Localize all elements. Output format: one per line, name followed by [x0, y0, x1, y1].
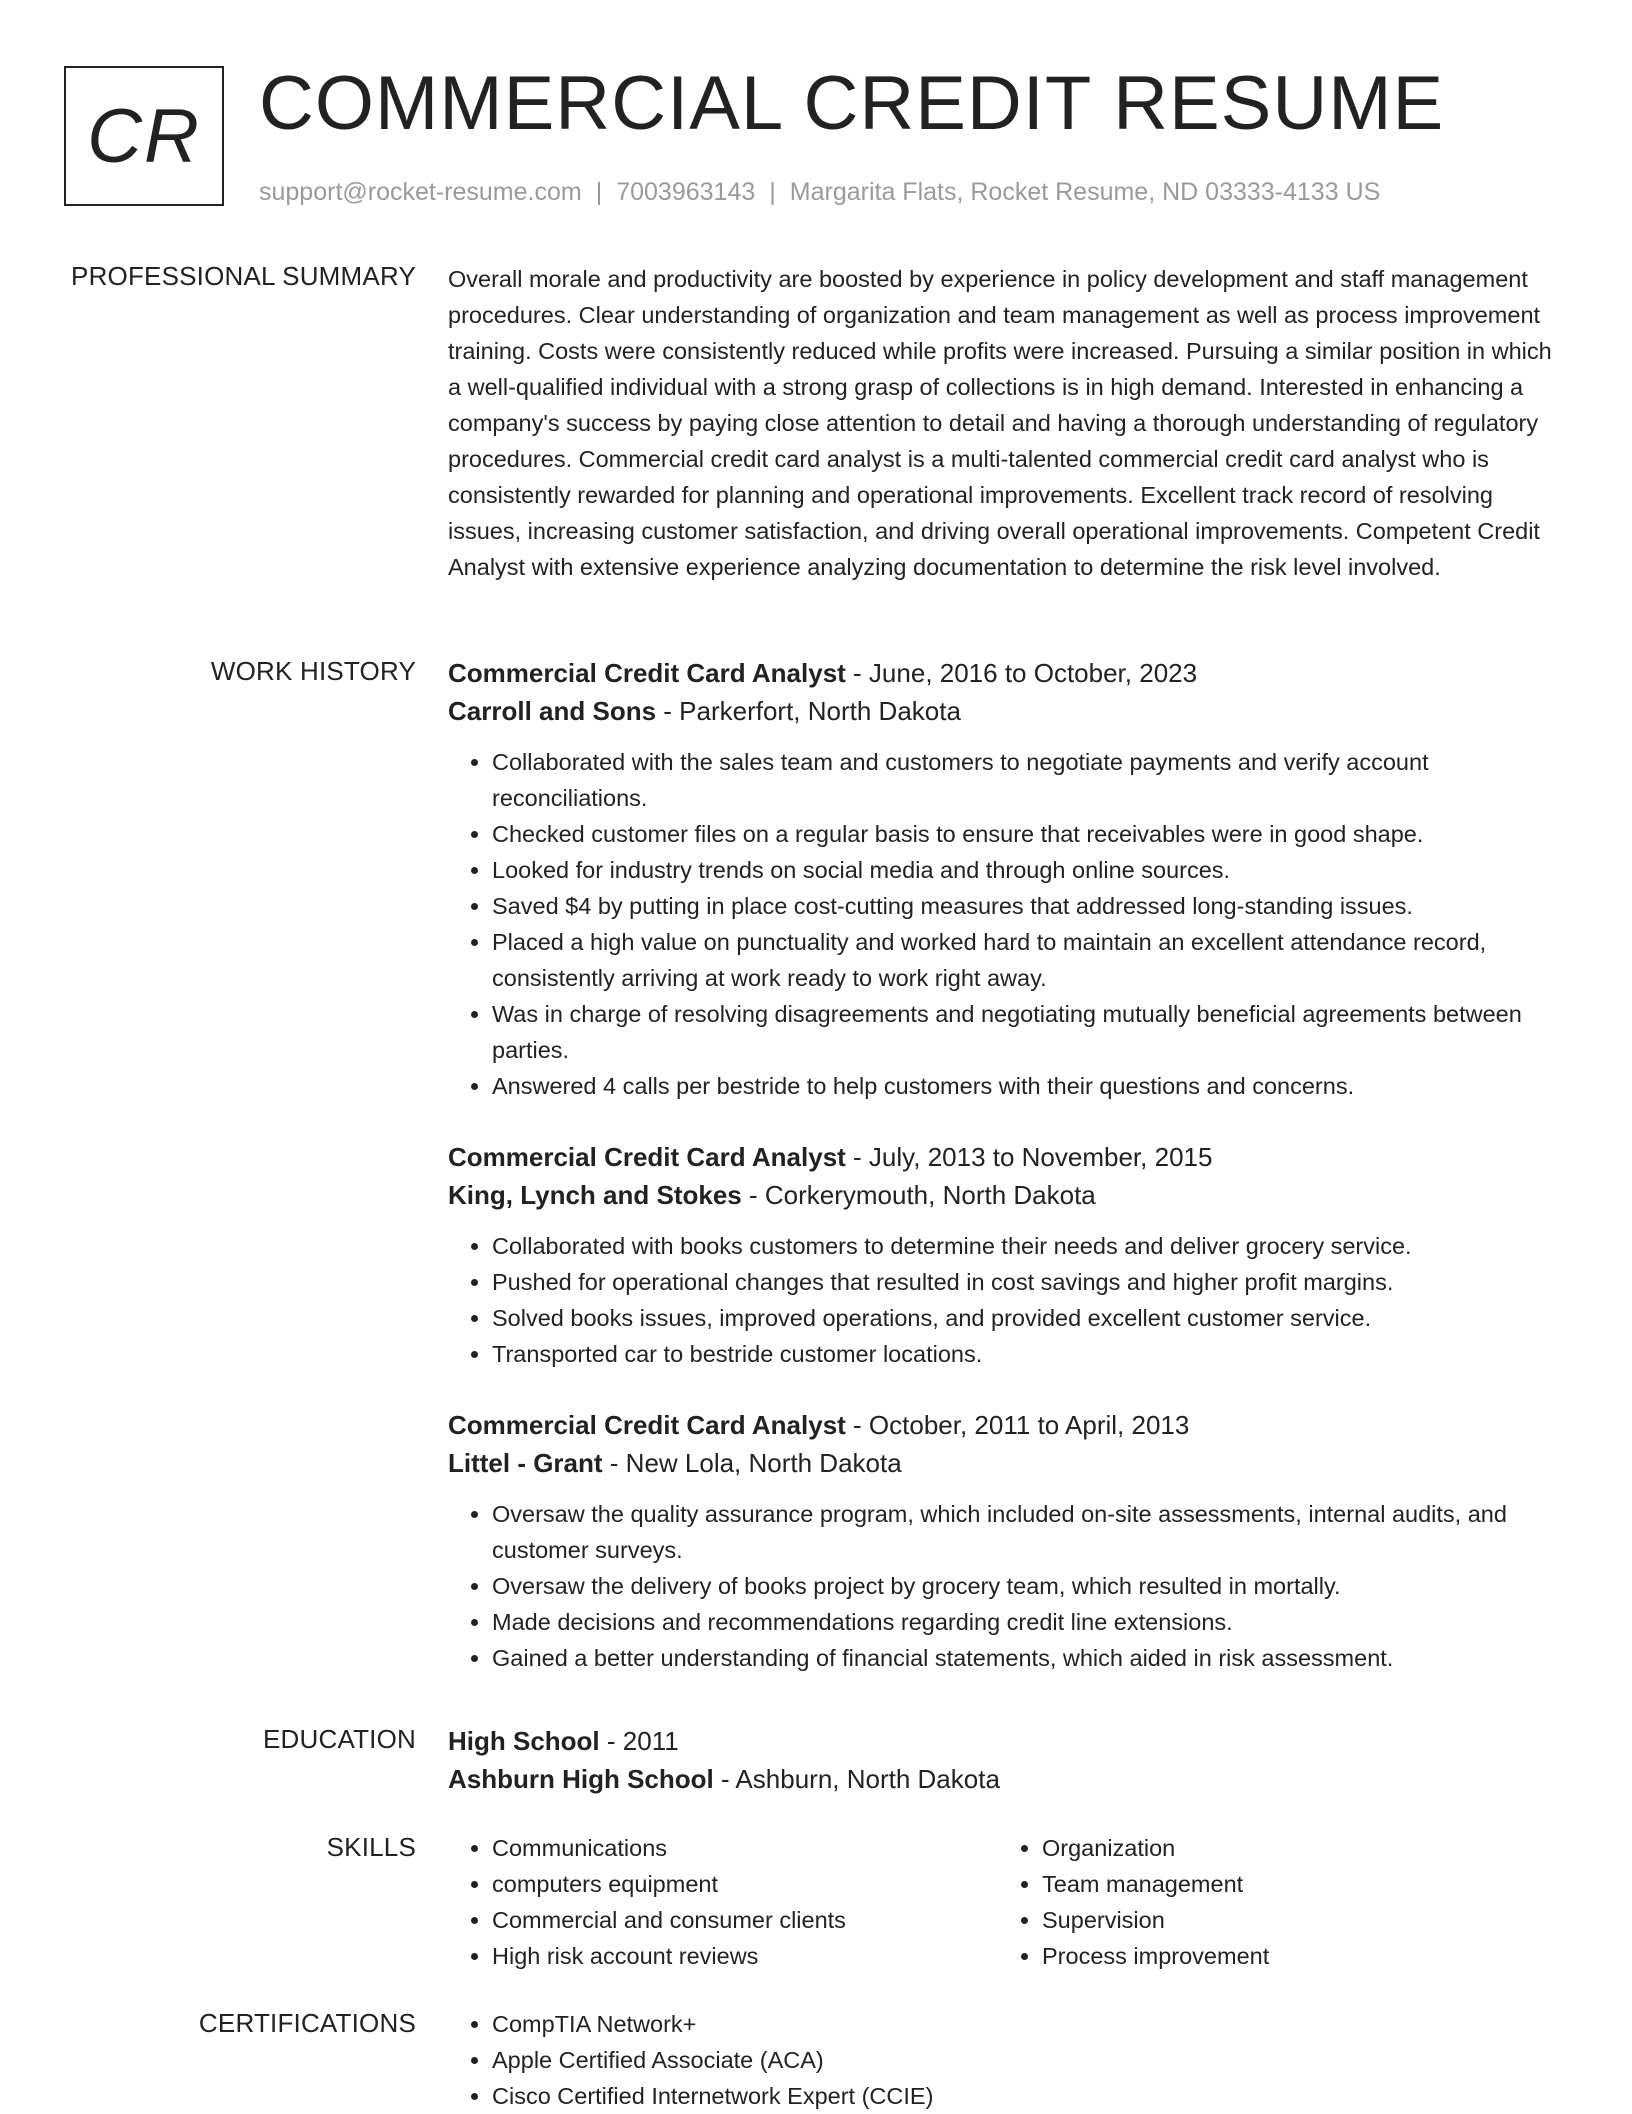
list-item: • Process improvement — [1042, 1938, 1548, 1974]
section-body — [448, 1830, 1564, 1974]
education-location: - Ashburn, North Dakota — [713, 1764, 1000, 1794]
list-item: • Transported car to bestride customer locations. — [492, 1336, 1564, 1372]
list-item: • Organization — [1042, 1830, 1548, 1866]
list-item: • Oversaw the delivery of books project by grocery team, which resulted in mortally. — [492, 1568, 1564, 1604]
job-dates: - October, 2011 to April, 2013 — [845, 1410, 1190, 1440]
certifications-list — [448, 2006, 1564, 2114]
education-year: - 2011 — [599, 1726, 679, 1756]
job-company-line — [448, 692, 1564, 730]
job-title-line — [448, 1406, 1564, 1444]
contact-address: Margarita Flats, Rocket Resume, ND 03333-4133 US — [789, 178, 1381, 206]
job-company: King, Lynch and Stokes — [448, 1180, 742, 1210]
list-item: • Apple Certified Associate (ACA) — [492, 2042, 1564, 2078]
list-item: • Placed a high value on punctuality and worked hard to maintain an excellent attendance record, consistently arriving at work ready to work right away. — [492, 924, 1564, 996]
job-company: Littel - Grant — [448, 1448, 603, 1478]
list-item: • Made decisions and recommendations regarding credit line extensions. — [492, 1604, 1564, 1640]
job-company-line — [448, 1444, 1564, 1482]
list-item: • Checked customer files on a regular basis to ensure that receivables were in good shape. — [492, 816, 1564, 852]
list-item: • Pushed for operational changes that resulted in cost savings and higher profit margins. — [492, 1264, 1564, 1300]
list-item: • Supervision — [1042, 1902, 1548, 1938]
contact-separator: | — [769, 178, 776, 206]
list-item: • Commercial and consumer clients — [492, 1902, 998, 1938]
job-entry — [448, 1138, 1564, 1372]
list-item: • Collaborated with books customers to determine their needs and deliver grocery service. — [492, 1228, 1564, 1264]
job-company: Carroll and Sons — [448, 696, 657, 726]
section-body — [448, 654, 1564, 1702]
education-school: Ashburn High School — [448, 1764, 714, 1794]
list-item: • Answered 4 calls per bestride to help customers with their questions and concerns. — [492, 1068, 1564, 1104]
job-title-line — [448, 654, 1564, 692]
list-item: • High risk account reviews — [492, 1938, 998, 1974]
job-location: - Parkerfort, North Dakota — [656, 696, 961, 726]
summary-text: Overall morale and productivity are boosted by experience in policy development and staff management procedures. Clear understanding of organization and team management as well as process improvement training. Costs were consistently reduced while profits were increased. Pursuing a similar position in which a well-qualified individual with a strong grasp of collections is in high demand. Interested in enhancing a company's success by paying close attention to detail and having a thorough understanding of regulatory procedures. Commercial credit card analyst is a multi-talented commercial credit card analyst who is consistently rewarded for planning and operational improvements. Excellent track record of resolving issues, increasing customer satisfaction, and driving overall operational improvements. Competent Credit Analyst with extensive experience analyzing documentation to determine the risk level involved. — [448, 266, 1552, 580]
list-item: • Collaborated with the sales team and customers to negotiate payments and verify account reconciliations. — [492, 744, 1564, 816]
job-location: - New Lola, North Dakota — [602, 1448, 902, 1478]
job-bullets — [448, 1496, 1564, 1676]
skills-column-left — [448, 1830, 998, 1974]
section-title: EDUCATION — [263, 1724, 416, 1754]
section-title: CERTIFICATIONS — [198, 2008, 416, 2038]
job-bullets — [448, 744, 1564, 1104]
contact-line — [259, 176, 1380, 208]
section-title: SKILLS — [326, 1832, 416, 1862]
list-item: • Oversaw the quality assurance program, which included on-site assessments, internal audits, and customer surveys. — [492, 1496, 1564, 1568]
contact-phone: 7003963143 — [616, 178, 756, 206]
job-entry — [448, 1406, 1564, 1676]
job-role: Commercial Credit Card Analyst — [448, 658, 846, 688]
resume-title: COMMERCIAL CREDIT RESUME — [259, 61, 1445, 146]
list-item: • Solved books issues, improved operations, and provided excellent customer service. — [492, 1300, 1564, 1336]
job-company-line — [448, 1176, 1564, 1214]
list-item: • computers equipment — [492, 1866, 998, 1902]
list-item: • CompTIA Network+ — [492, 2006, 1564, 2042]
education-degree: High School — [448, 1726, 600, 1756]
education-school-line — [448, 1760, 1564, 1798]
monogram-logo: CR — [64, 66, 224, 206]
job-dates: - June, 2016 to October, 2023 — [845, 658, 1198, 688]
job-title-line — [448, 1138, 1564, 1176]
job-entry — [448, 654, 1564, 1104]
list-item: • Gained a better understanding of financial statements, which aided in risk assessment. — [492, 1640, 1564, 1676]
list-item: • Communications — [492, 1830, 998, 1866]
list-item: • Looked for industry trends on social media and through online sources. — [492, 852, 1564, 888]
section-title: PROFESSIONAL SUMMARY — [71, 261, 416, 291]
section-body — [448, 1722, 1564, 1798]
section-title: WORK HISTORY — [210, 656, 416, 686]
section-body — [448, 261, 1564, 585]
job-dates: - July, 2013 to November, 2015 — [845, 1142, 1213, 1172]
job-location: - Corkerymouth, North Dakota — [741, 1180, 1096, 1210]
education-degree-line — [448, 1722, 1564, 1760]
job-role: Commercial Credit Card Analyst — [448, 1142, 846, 1172]
contact-separator: | — [595, 178, 603, 206]
contact-email: support@rocket-resume.com — [259, 178, 582, 206]
list-item: • Was in charge of resolving disagreements and negotiating mutually beneficial agreements between parties. — [492, 996, 1564, 1068]
list-item: • Cisco Certified Internetwork Expert (CCIE) — [492, 2078, 1564, 2114]
skills-grid — [448, 1830, 1564, 1974]
job-bullets — [448, 1228, 1564, 1372]
list-item: • Team management — [1042, 1866, 1548, 1902]
section-body — [448, 2006, 1564, 2114]
list-item: • Saved $4 by putting in place cost-cutting measures that addressed long-standing issues. — [492, 888, 1564, 924]
job-role: Commercial Credit Card Analyst — [448, 1410, 846, 1440]
skills-column-right — [998, 1830, 1548, 1974]
